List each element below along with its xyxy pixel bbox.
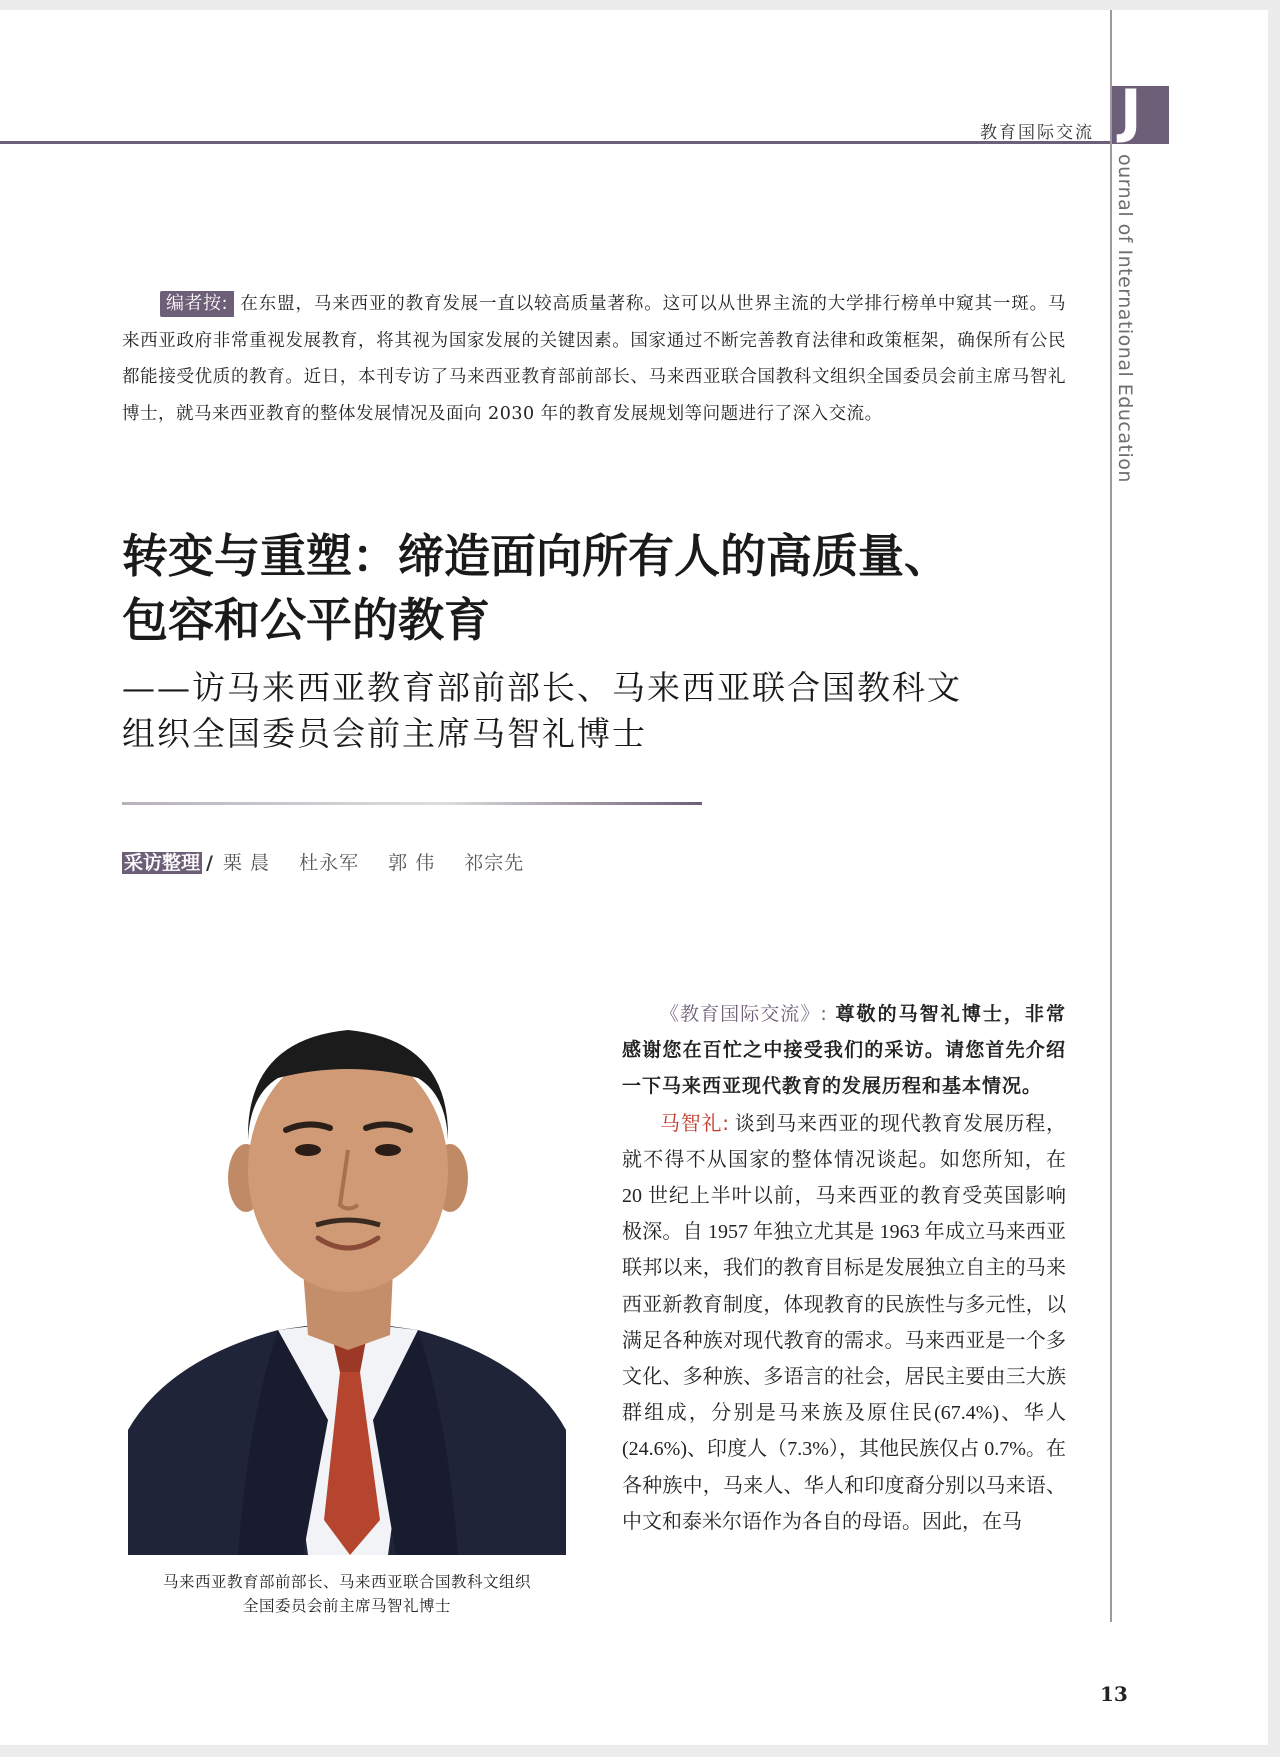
article-subtitle-line-1: ——访马来西亚教育部前部长、马来西亚联合国教科文 [122,668,962,707]
answer-text: 谈到马来西亚的现代教育发展历程，就不得不从国家的整体情况谈起。如您所知，在 20 世纪上半叶以前，马来西亚的教育受英国影响极深。自 1957 年独立尤其是 1963 年成立马来西亚联邦以来，我们的教育目标是发展独立自主的马来西亚新教育制度，体现教育的民族性与多元性，以满足各种族对现代教育的需求。马来西亚是一个多文化、多种族、多语言的社会，居民主要由三大族群组成，分别是马来族及原住民(67.4%)、华人(24.6%)、印度人（7.3%），其他民族仅占 0.7%。在各种族中，马来人、华人和印度裔分别以马来语、中文和泰米尔语作为各自的母语。因此，在马 [622,1112,1066,1533]
question-speaker: 《教育国际交流》: [660,1003,827,1025]
article-subtitle [122,665,1082,757]
byline-name: 杜永军 [299,852,360,874]
page-number: 13 [1100,1682,1128,1706]
byline-name: 祁宗先 [464,852,525,874]
photo-caption-line-1: 马来西亚教育部前部长、马来西亚联合国教科文组织 [162,1573,531,1591]
byline-name: 栗 晨 [223,852,271,874]
magazine-page [0,10,1268,1745]
interview-body [622,996,1066,1540]
portrait-photo [128,1000,566,1555]
title-rule [122,802,702,805]
byline-separator: / [206,852,213,874]
interview-question [622,996,1066,1105]
editor-note [122,286,1066,432]
byline-tag: 采访整理 [124,852,201,874]
header-rule [0,141,1110,144]
article-title [122,524,1082,652]
byline-name: 郭 伟 [388,852,436,874]
article-subtitle-line-2: 组织全国委员会前主席马智礼博士 [122,714,647,753]
margin-rule [1110,10,1112,1622]
byline [122,848,546,875]
portrait-illustration [128,1000,566,1555]
photo-caption [112,1570,582,1618]
section-label: 教育国际交流 [980,123,1094,143]
editor-note-tag: 编者按: [160,291,234,317]
editor-note-text: 在东盟，马来西亚的教育发展一直以较高质量著称。这可以从世界主流的大学排行榜单中窥其一斑。马来西亚政府非常重视发展教育，将其视为国家发展的关键因素。国家通过不断完善教育法律和政策框架，确保所有公民都能接受优质的教育。近日，本刊专访了马来西亚教育部前部长、马来西亚联合国教科文组织全国委员会前主席马智礼博士，就马来西亚教育的整体发展情况及面向 2030 年的教育发展规划等问题进行了深入交流。 [122,294,1066,424]
question-text: 尊敬的马智礼博士，非常感谢您在百忙之中接受我们的采访。请您首先介绍一下马来西亚现代教育的发展历程和基本情况。 [622,1003,1066,1098]
photo-caption-line-2: 全国委员会前主席马智礼博士 [242,1597,451,1615]
article-title-line-2: 包容和公平的教育 [122,593,490,647]
journal-logo [1112,77,1169,145]
journal-logo-letter: J [1120,77,1142,145]
answer-speaker: 马智礼: [660,1110,729,1135]
interview-answer [622,1105,1066,1540]
byline-names [223,852,546,874]
journal-vertical-title: ournal of International Education [1114,154,1136,483]
article-title-line-1: 转变与重塑：缔造面向所有人的高质量、 [122,529,950,583]
